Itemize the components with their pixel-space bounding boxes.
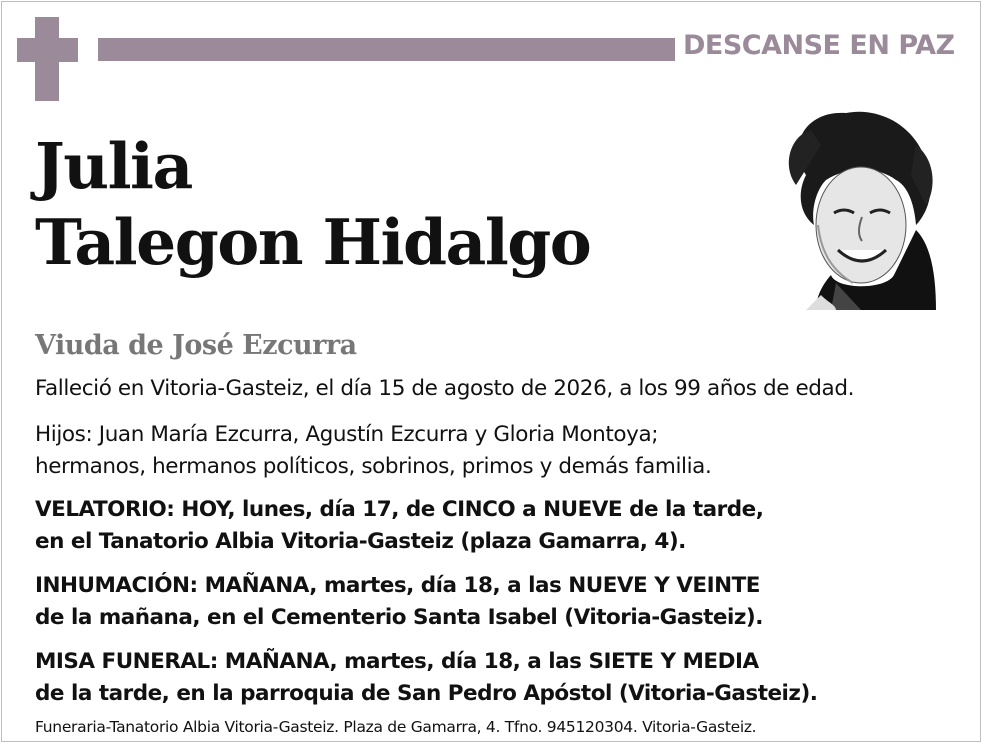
widow-of: Viuda de José Ezcurra [35, 330, 357, 361]
family-line-2: hermanos, hermanos políticos, sobrinos, primos y demás familia. [35, 454, 712, 479]
deceased-name [35, 128, 590, 280]
wake-line-1: VELATORIO: HOY, lunes, día 17, de CINCO a NUEVE de la tarde, [35, 497, 764, 522]
portrait-photo [776, 105, 936, 310]
mass-line-1: MISA FUNERAL: MAÑANA, martes, día 18, a las SIETE Y MEDIA [35, 649, 759, 674]
wake-line-2: en el Tanatorio Albia Vitoria-Gasteiz (plaza Gamarra, 4). [35, 529, 686, 554]
burial-line-2: de la mañana, en el Cementerio Santa Isabel (Vitoria-Gasteiz). [35, 605, 763, 630]
header-rule [98, 38, 675, 61]
death-notice: Falleció en Vitoria-Gasteiz, el día 15 de agosto de 2026, a los 99 años de edad. [35, 376, 855, 401]
cross-horizontal-bar [17, 38, 78, 62]
header-label: DESCANSE EN PAZ [683, 30, 955, 61]
surnames: Talegon Hidalgo [35, 205, 591, 279]
mass-line-2: de la tarde, en la parroquia de San Pedro Apóstol (Vitoria-Gasteiz). [35, 681, 818, 706]
footer-funeral-home: Funeraria-Tanatorio Albia Vitoria-Gasteiz. Plaza de Gamarra, 4. Tfno. 945120304. Vitoria-Gasteiz. [35, 718, 757, 736]
burial-line-1: INHUMACIÓN: MAÑANA, martes, día 18, a las NUEVE Y VEINTE [35, 573, 760, 598]
first-name: Julia [35, 129, 192, 203]
family-line-1: Hijos: Juan María Ezcurra, Agustín Ezcurra y Gloria Montoya; [35, 422, 659, 447]
